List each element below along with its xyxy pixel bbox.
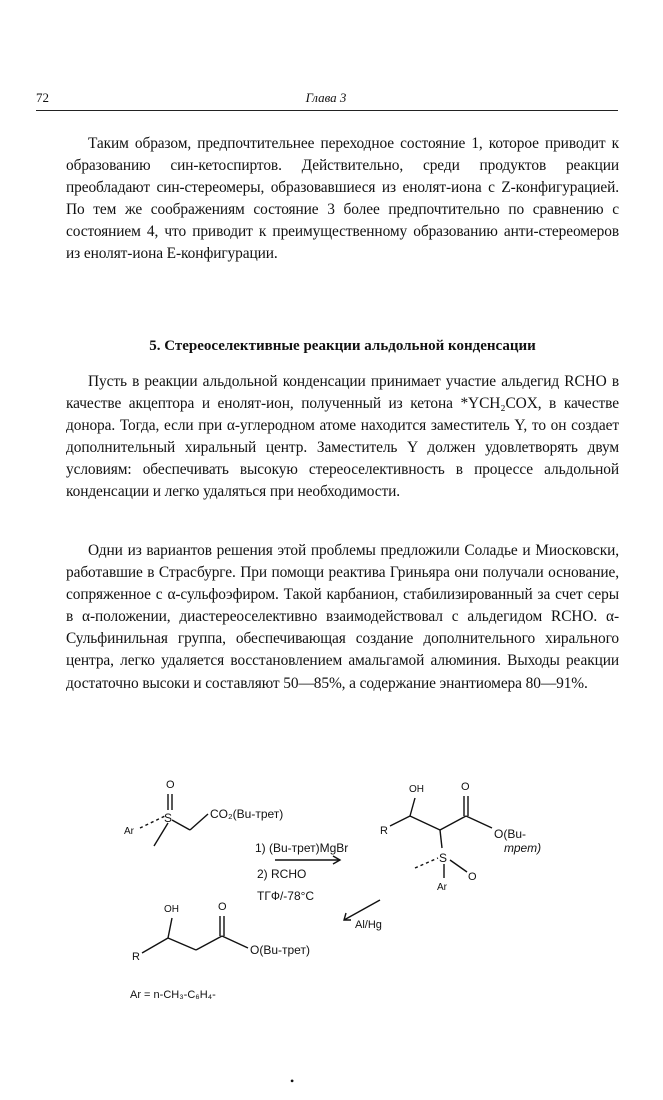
- final-hydroxyl: OH: [164, 904, 179, 915]
- header-rule: [36, 110, 618, 111]
- reactant-ester: CO₂(Bu-трет): [210, 807, 284, 821]
- chapter-title: Глава 3: [305, 90, 347, 105]
- step-conditions: ТГФ/-78°C: [257, 889, 315, 903]
- product-sulfur: S: [439, 851, 448, 865]
- product-hydroxyl: OH: [409, 784, 424, 795]
- step-grignard: 1) (Bu-трет)MgBr: [255, 841, 349, 855]
- final-ester: O(Bu-трет): [250, 943, 310, 957]
- reactant-sulfur: S: [164, 811, 173, 825]
- step-aldehyde: 2) RCHO: [257, 867, 307, 881]
- final-r-group: R: [132, 951, 140, 963]
- section-heading: 5. Стереоселективные реакции альдольной конденсации: [149, 338, 536, 354]
- product-ester-line2: трет): [504, 841, 542, 855]
- product-aryl: Ar: [437, 882, 447, 893]
- page-header: [36, 90, 616, 112]
- paragraph-solladie-method: Одни из вариантов решения этой проблемы предложили Соладье и Миосковски, работавшие в Страсбурге. При помощи реактива Гриньяра они получали основание, сопряженное с α-сульфоэфиром. Такой карбанион, стабилизированный за счет серы в α-положении, диастереоселективно взаимодействовал с альдегидом RCHO. α-Сульфинильная группа, обеспечивающая создание дополнительного хирального центра, легко удаляется восстановлением амальгамой алюминия. Выходы реакции достаточно высоки и составляют 50—85%, а содержание энантиомера 80—91%.: [66, 542, 619, 692]
- product-r-group: R: [380, 825, 388, 837]
- reduction-reagent: Al/Hg: [355, 919, 382, 931]
- reactant-aryl: Ar: [124, 826, 134, 837]
- product-ester-line1: O(Bu-: [494, 827, 527, 841]
- paragraph-transition-states: Таким образом, предпочтительнее переходное состояние 1, которое приводит к образованию син-кетоспиртов. Действительно, среди продуктов реакции преобладают син-стереомеры, образовавшиеся из енолят-иона с Z-конфигурацией. По тем же соображениям состояние 3 более предпочтительно по сравнению с состоянием 4, что приводит к преимущественному образованию анти-стереомеров из енолят-иона Е-конфигурации.: [66, 135, 619, 263]
- aryl-definition: Ar = n-CH₃-C₆H₄-: [130, 989, 216, 1001]
- paragraph-aldol-donor: Пусть в реакции альдольной конденсации принимает участие альдегид RCHO в качестве акцептора и енолят-ион, полученный из кетона *YCH₂COX, в качестве донора. Тогда, если при α-углеродном атоме находится заместитель Y, то он создает дополнительный хиральный центр. Заместитель Y должен удовлетворять двум условиям: обеспечивать высокую стереоселективность в процессе альдольной конденсации и легко удаляться при необходимости.: [66, 373, 619, 501]
- product-carbonyl-oxygen: O: [461, 781, 470, 793]
- page-number: 72: [36, 90, 49, 105]
- reaction-scheme: [110, 770, 580, 1010]
- final-carbonyl-oxygen: O: [218, 901, 227, 913]
- product-sulfinyl-oxygen: O: [468, 871, 477, 883]
- page-mark: •: [290, 1074, 295, 1088]
- reactant-oxygen: O: [166, 779, 175, 791]
